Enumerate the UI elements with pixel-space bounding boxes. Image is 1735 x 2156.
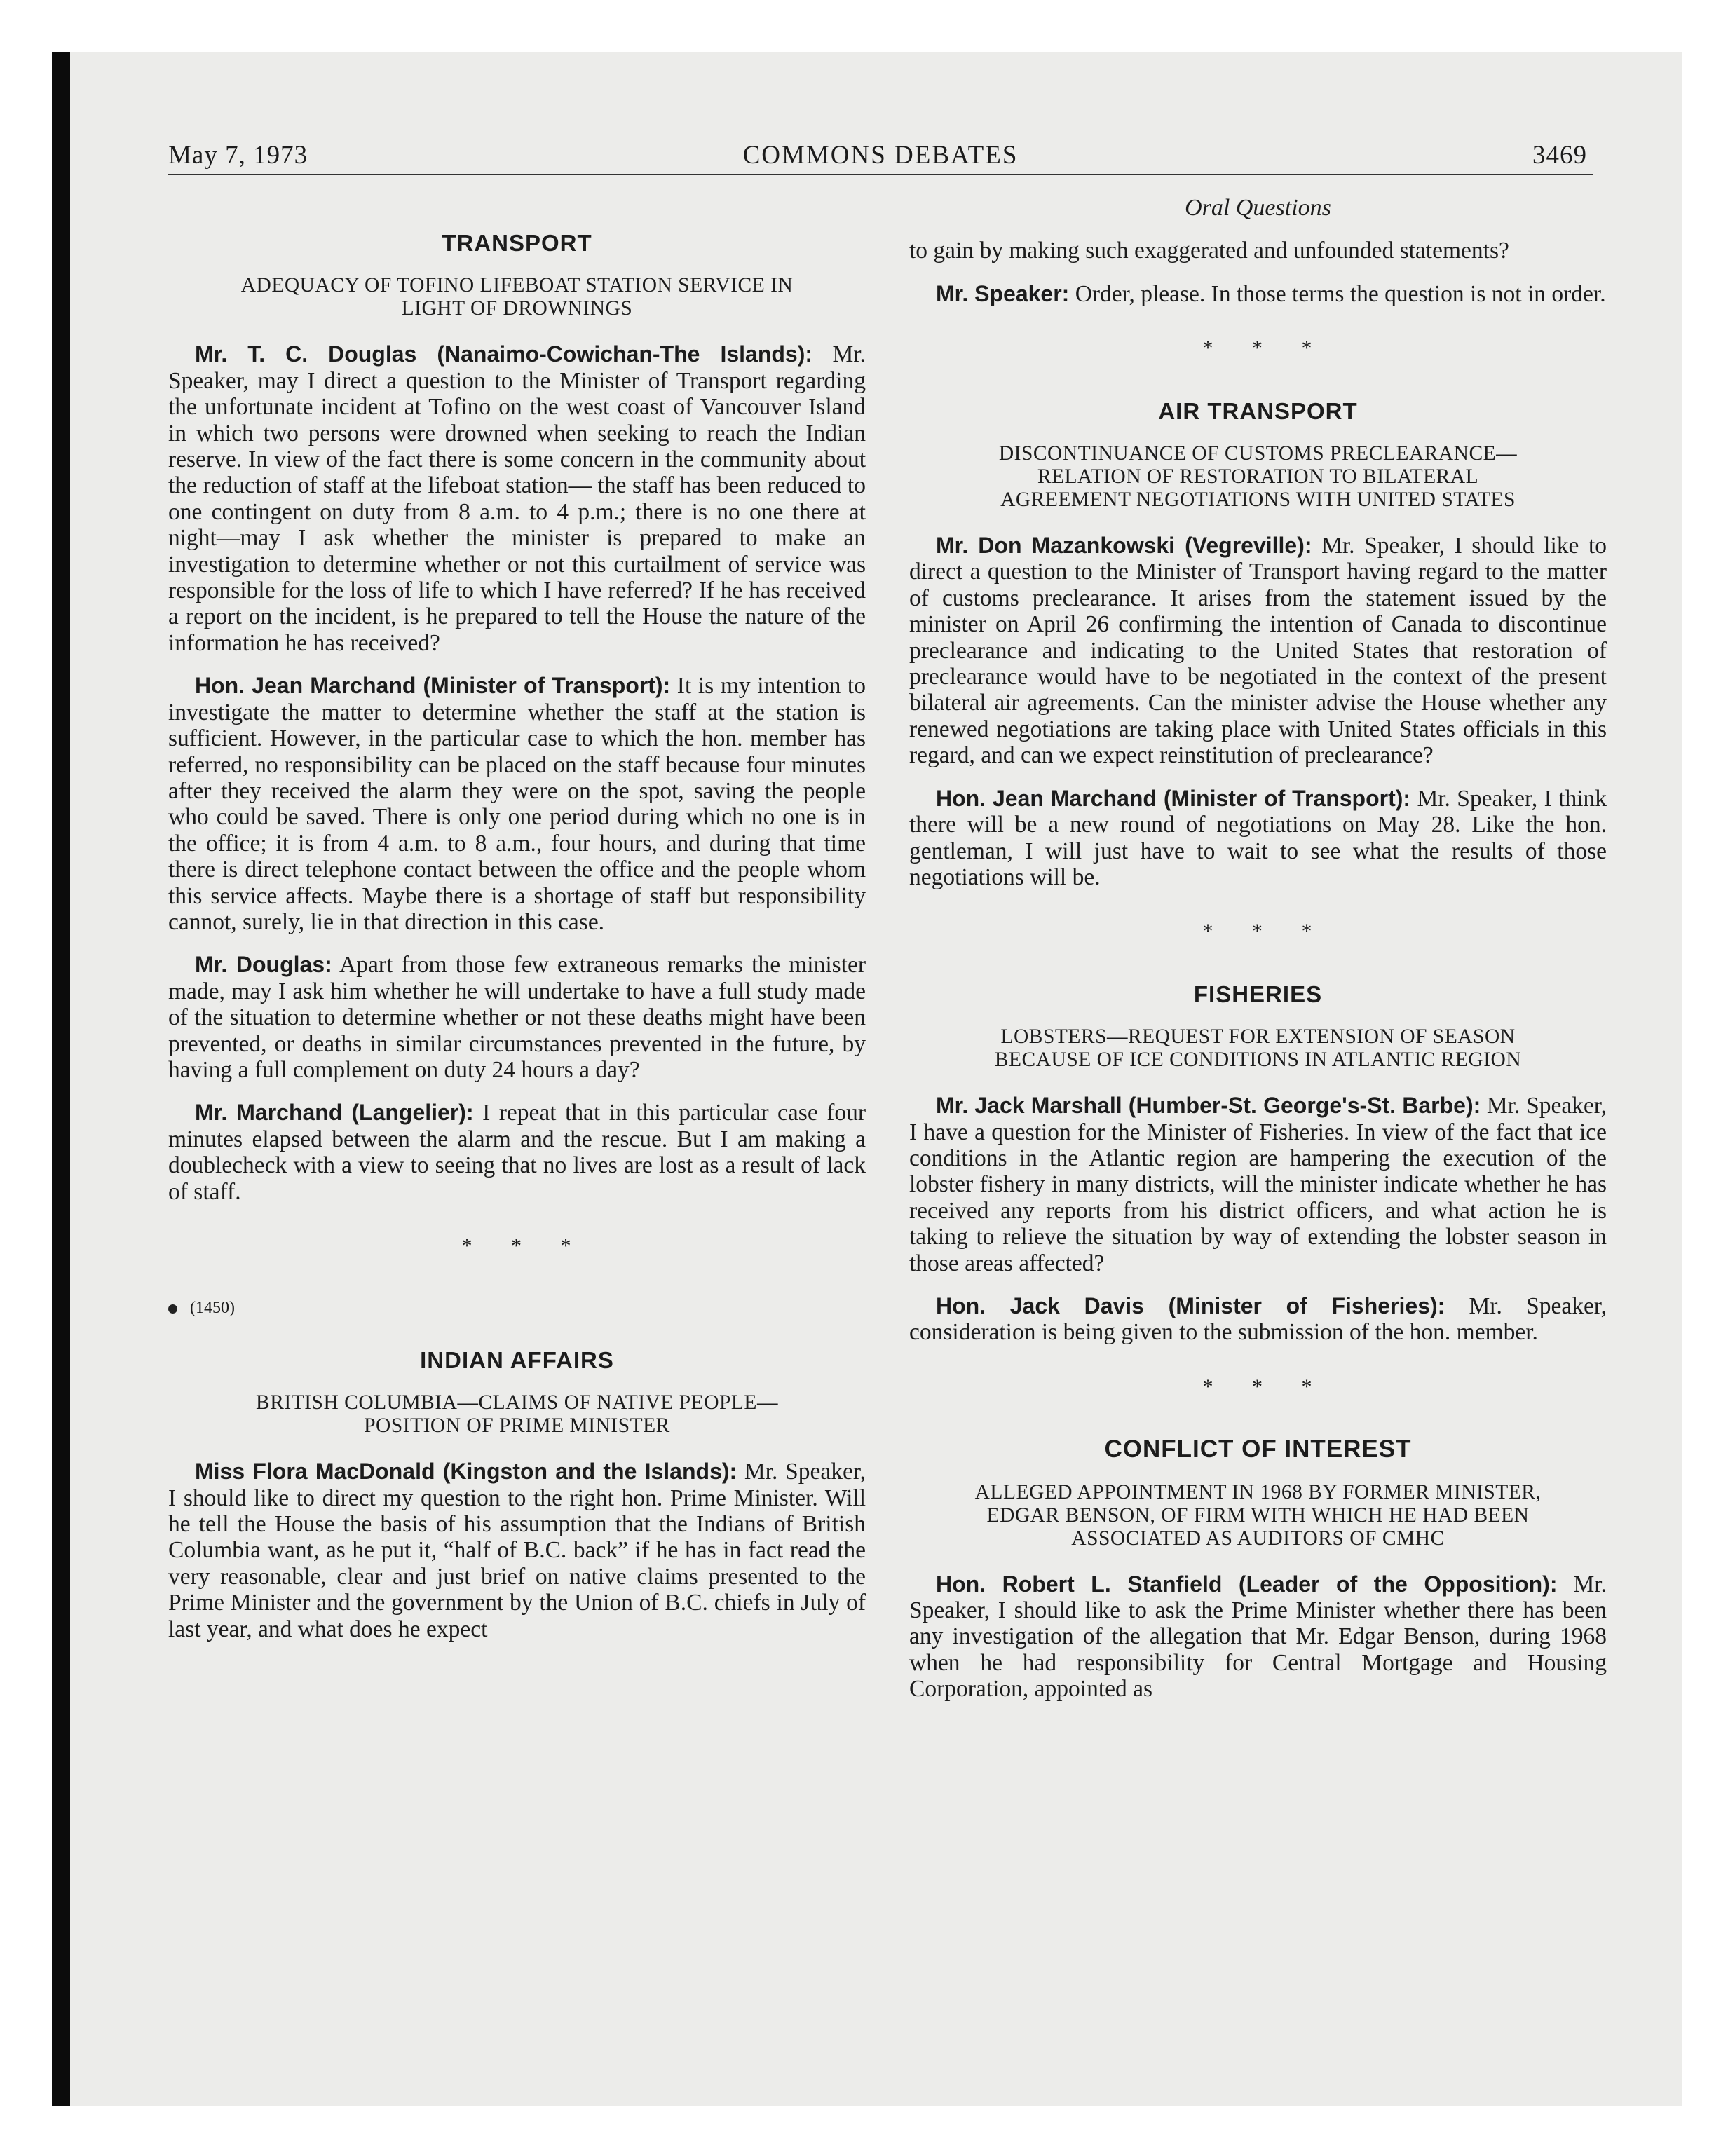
speech-paragraph xyxy=(909,1571,1607,1703)
section-heading-conflict-of-interest: CONFLICT OF INTEREST xyxy=(1104,1435,1412,1464)
speaker-name: Mr. Jack Marshall (Humber-St. George's-St. Barbe): xyxy=(936,1093,1481,1119)
section-subheading: ADEQUACY OF TOFINO LIFEBOAT STATION SERVICE IN LIGHT OF DROWNINGS xyxy=(240,274,794,320)
speaker-name: Mr. T. C. Douglas (Nanaimo-Cowichan-The Islands): xyxy=(195,341,813,367)
speaker-name: Mr. Marchand (Langelier): xyxy=(195,1100,474,1126)
time-marker xyxy=(168,1295,866,1321)
section-heading-indian-affairs: INDIAN AFFAIRS xyxy=(420,1346,614,1373)
section-heading-fisheries: FISHERIES xyxy=(1193,981,1323,1007)
binding-edge xyxy=(52,52,70,2106)
speaker-name: Mr. Don Mazankowski (Vegreville): xyxy=(936,533,1312,559)
section-separator: * * * xyxy=(1202,920,1329,943)
speech-text: Mr. Speaker, I have a question for the Minister of Fisheries. In view of the fact that ice conditions in the Atlantic region are hampering the execution of the lobster fishery in many districts, will the minister indicate whether he has received any reports from his district officers, and what action he is taking to relieve the situation by way of extending the lobster season in those areas affected? xyxy=(909,1093,1607,1276)
speech-paragraph xyxy=(168,341,866,656)
running-head: Oral Questions xyxy=(1185,195,1331,221)
section-separator: * * * xyxy=(1202,1374,1329,1398)
page-number: 3469 xyxy=(1532,141,1587,170)
speaker-name: Mr. Douglas: xyxy=(195,952,332,978)
section-separator: * * * xyxy=(461,1234,588,1257)
speaker-name: Miss Flora MacDonald (Kingston and the Islands): xyxy=(195,1459,737,1485)
section-heading-air-transport: AIR TRANSPORT xyxy=(1158,397,1358,424)
section-separator: * * * xyxy=(1202,336,1329,360)
speech-paragraph xyxy=(168,1459,866,1642)
section-subheading: ALLEGED APPOINTMENT IN 1968 BY FORMER MINISTER, EDGAR BENSON, OF FIRM WITH WHICH HE HAD BEEN ASSOCIATED AS AUDITORS OF CMHC xyxy=(974,1480,1542,1550)
section-subheading: DISCONTINUANCE OF CUSTOMS PRECLEARANCE— RELATION OF RESTORATION TO BILATERAL AGREEMENT NEGOTIATIONS WITH UNITED STATES xyxy=(998,442,1518,512)
speaker-name: Mr. Speaker: xyxy=(936,280,1070,306)
speech-text: Mr. Speaker, may I direct a question to the Minister of Transport regarding the unfortunate incident at Tofino on the west coast of Vancouver Island in which two persons were drowned when seeking to reach the Indian reserve. In view of the fact there is some concern in the community about the reduction of staff at the lifeboat station— the staff has been reduced to one contingent on duty from 8 a.m. to 4 p.m.; there is no one there at night—may I ask whether the minister is prepared to make an investigation to determine whether or not this curtailment of service was responsible for the loss of life to which I have referred? If he has received a report on the incident, is he prepared to tell the House the nature of the information he has received? xyxy=(168,341,866,656)
section-subheading: BRITISH COLUMBIA—CLAIMS OF NATIVE PEOPLE— POSITION OF PRIME MINISTER xyxy=(256,1391,778,1438)
speech-text: I repeat that in this particular case four minutes elapsed between the alarm and the rescue. But I am making a doublecheck with a view to seeing that no lives are lost as a result of lack of staff. xyxy=(168,1100,866,1205)
speech-text: It is my intention to investigate the matter to determine whether the staff at the station is sufficient. However, in the particular case to which the hon. member has referred, no responsibility can be placed on the staff because four minutes after they received the alarm they were on the spot, saving the people who could be saved. There is only one period during which no one is in the office; it is from 4 a.m. to 8 a.m., four hours, and during that time there is direct telephone contact between the office and the people whom this service affects. Maybe there is a shortage of staff but responsibility cannot, surely, lie in that direction in this case. xyxy=(168,673,866,935)
section-heading-transport: TRANSPORT xyxy=(442,230,592,256)
speech-text: Mr. Speaker, I should like to ask the Prime Minister whether there has been any investigation of the allegation that Mr. Edgar Benson, during 1968 when he had responsibility for Central Mortgage and Housing Corporation, appointed as xyxy=(909,1571,1607,1703)
speaker-name: Hon. Robert L. Stanfield (Leader of the Opposition): xyxy=(936,1571,1558,1597)
speech-paragraph xyxy=(909,533,1607,769)
speech-text: Mr. Speaker, I should like to direct my question to the right hon. Prime Minister. Will he tell the House the basis of his assumption that the Indians of British Columbia want, as he put it, “half of B.C. back” if he has in fact read the very reasonable, clear and just brief on native claims presented to the Prime Minister and the government by the Union of B.C. chiefs in July of last year, and what does he expect xyxy=(168,1459,866,1642)
time-marker-text: (1450) xyxy=(190,1299,235,1318)
speech-text: Apart from those few extraneous remarks the minister made, may I ask him whether he will undertake to have a full study made of the situation to determine whether or not these deaths might have been prevented, or deaths in similar circumstances prevented in the future, by having a full complement on duty 24 hours a day? xyxy=(168,952,866,1083)
header-date: May 7, 1973 xyxy=(168,141,308,170)
speaker-name: Hon. Jean Marchand (Minister of Transport): xyxy=(936,785,1411,811)
right-column xyxy=(909,195,1607,1719)
section-subheading: LOBSTERS—REQUEST FOR EXTENSION OF SEASON BECAUSE OF ICE CONDITIONS IN ATLANTIC REGION xyxy=(994,1025,1522,1072)
speech-text: Mr. Speaker, I think there will be a new round of negotiations on May 28. Like the hon. gentleman, I will just have to wait to see what the results of those negotiations will be. xyxy=(909,785,1607,890)
speech-paragraph xyxy=(909,281,1607,307)
speech-text: Order, please. In those terms the question is not in order. xyxy=(1069,280,1606,307)
speech-paragraph xyxy=(168,673,866,935)
speech-paragraph xyxy=(909,1293,1607,1346)
speech-text: Mr. Speaker, I should like to direct a question to the Minister of Transport having regard to the matter of customs preclearance. It arises from the statement issued by the minister on April 26 confirming the intention of Canada to discontinue preclearance and indicating to the United States that restoration of preclearance would have to be negotiated in the context of the present bilateral air agreements. Can the minister advise the House whether any renewed negotiations are taking place with United States officials in this regard, and can we expect reinstitution of preclearance? xyxy=(909,533,1607,769)
speaker-name: Hon. Jean Marchand (Minister of Transport): xyxy=(195,673,671,699)
bullet-icon xyxy=(168,1304,177,1314)
header-title: COMMONS DEBATES xyxy=(742,141,1019,170)
speech-text: Mr. Speaker, consideration is being given to the submission of the hon. member. xyxy=(909,1292,1607,1346)
speaker-name: Hon. Jack Davis (Minister of Fisheries): xyxy=(936,1292,1445,1318)
speech-paragraph xyxy=(168,1100,866,1205)
continued-text: to gain by making such exaggerated and unfounded statements? xyxy=(909,238,1509,264)
left-column xyxy=(168,230,866,1659)
page-header xyxy=(168,139,1593,175)
speech-paragraph xyxy=(168,952,866,1083)
speech-paragraph xyxy=(909,786,1607,891)
speech-paragraph xyxy=(909,1093,1607,1276)
